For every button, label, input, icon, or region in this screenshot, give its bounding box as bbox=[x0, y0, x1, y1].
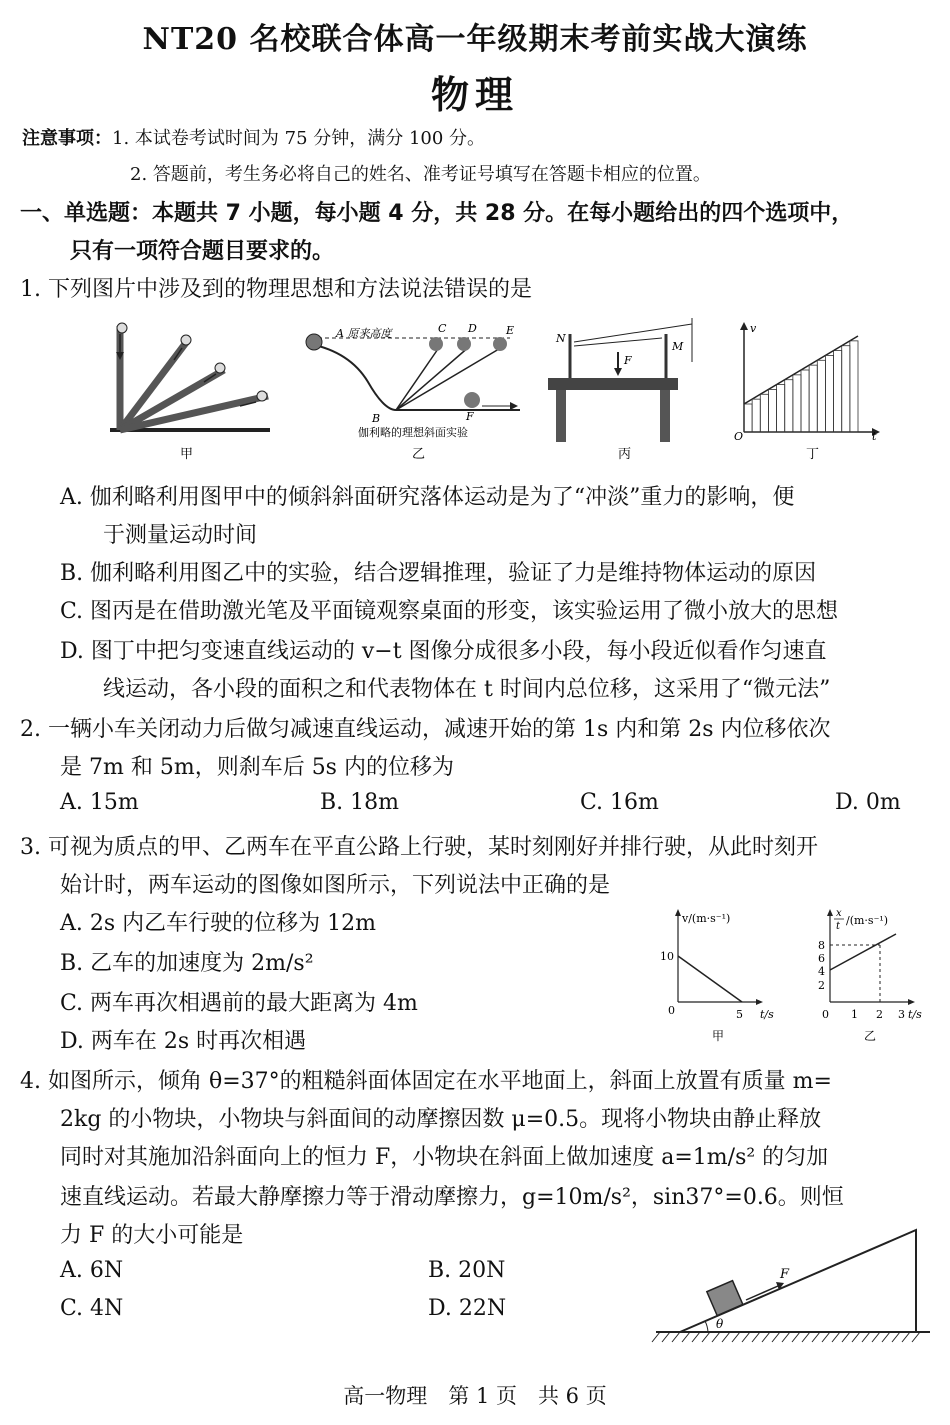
q4-stem-line-2: 2kg 的小物块，小物块与斜面间的动摩擦因数 μ=0.5。现将小物块由静止释放 bbox=[60, 1107, 822, 1132]
q4-option-c: C. 4N bbox=[60, 1296, 124, 1321]
q3-jia-xlabel: t/s bbox=[760, 1008, 774, 1021]
figure-bing-caption: 丙 bbox=[618, 447, 632, 462]
q2-stem-line-2: 是 7m 和 5m，则刹车后 5s 内的位移为 bbox=[60, 755, 454, 780]
micro-element-bar bbox=[768, 389, 776, 432]
micro-element-bar bbox=[809, 365, 817, 432]
micro-element-bar bbox=[801, 370, 809, 432]
q3-jia-ylabel: v/(m·s⁻¹) bbox=[682, 912, 731, 925]
q3-jia-caption: 甲 bbox=[712, 1029, 725, 1043]
figure-ding-caption: 丁 bbox=[806, 447, 820, 462]
q3-option-b: B. 乙车的加速度为 2m/s² bbox=[60, 951, 314, 976]
figure-jia-caption: 甲 bbox=[180, 447, 194, 462]
micro-element-bar bbox=[817, 360, 825, 432]
q1-stem: 1. 下列图片中涉及到的物理思想和方法说法错误的是 bbox=[20, 277, 532, 302]
q3-yi-ylabel-top: x bbox=[836, 908, 842, 919]
q4-force-label: F bbox=[780, 1267, 790, 1282]
ground-hatch bbox=[792, 1332, 800, 1342]
ground-hatch bbox=[762, 1332, 770, 1342]
ground-hatch bbox=[712, 1332, 720, 1342]
q1-figures bbox=[100, 312, 900, 472]
figure-yi-ideal-incline bbox=[306, 334, 520, 410]
micro-element-bar bbox=[850, 341, 858, 432]
ground-hatch bbox=[722, 1332, 730, 1342]
q1-option-c: C. 图丙是在借助激光笔及平面镜观察桌面的形变，该实验运用了微小放大的思想 bbox=[60, 599, 839, 624]
q3-stem-line-2: 始计时，两车运动的图像如图所示，下列说法中正确的是 bbox=[60, 873, 611, 898]
micro-element-bar bbox=[777, 385, 785, 432]
ground-hatch bbox=[912, 1332, 920, 1342]
ground-hatch bbox=[892, 1332, 900, 1342]
q4-stem-line-4: 速直线运动。若最大静摩擦力等于滑动摩擦力，g=10m/s²，sin37°=0.6。则恒 bbox=[60, 1185, 844, 1210]
ground-hatch bbox=[652, 1332, 660, 1342]
ground-hatch bbox=[682, 1332, 690, 1342]
figure-yi-label-D: D bbox=[468, 322, 477, 335]
figure-ding-label-O: O bbox=[734, 430, 744, 443]
ground-hatch bbox=[872, 1332, 880, 1342]
q1-option-a-line-2: 于测量运动时间 bbox=[103, 523, 258, 548]
small-block bbox=[707, 1281, 743, 1316]
ground-hatch bbox=[902, 1332, 910, 1342]
q4-option-b: B. 20N bbox=[428, 1258, 506, 1283]
q3-yi-xlabel: t/s bbox=[908, 1008, 922, 1021]
figure-yi-caption-text: 伽利略的理想斜面实验 bbox=[358, 426, 468, 439]
figure-yi-label-F: F bbox=[466, 410, 474, 423]
ground-hatch bbox=[842, 1332, 850, 1342]
ground-hatch bbox=[662, 1332, 670, 1342]
q3-yi-x1: 1 bbox=[851, 1008, 858, 1021]
micro-element-bar bbox=[825, 355, 833, 432]
q3-yi-y2: 2 bbox=[818, 979, 825, 992]
figure-bing-desk bbox=[548, 318, 692, 442]
notice-label: 注意事项： bbox=[22, 128, 112, 149]
figure-bing-label-N: N bbox=[556, 332, 566, 345]
ground-hatch bbox=[812, 1332, 820, 1342]
q2-option-a: A. 15m bbox=[60, 790, 139, 815]
ground-hatch bbox=[742, 1332, 750, 1342]
notice-item-1: 1. 本试卷考试时间为 75 分钟，满分 100 分。 bbox=[112, 128, 486, 149]
ground-hatch bbox=[772, 1332, 780, 1342]
q4-stem-line-5: 力 F 的大小可能是 bbox=[60, 1223, 244, 1248]
ground-hatch bbox=[672, 1332, 680, 1342]
q1-option-d-line-1: D. 图丁中把匀变速直线运动的 v−t 图像分成很多小段，每小段近似看作匀速直 bbox=[60, 639, 827, 664]
figure-yi-caption: 乙 bbox=[412, 447, 426, 462]
micro-element-bar bbox=[760, 394, 768, 432]
ground-hatch bbox=[752, 1332, 760, 1342]
q3-yi-y4: 4 bbox=[818, 965, 825, 978]
figure-ding-label-v: v bbox=[750, 322, 757, 335]
ground-hatch bbox=[862, 1332, 870, 1342]
micro-element-bar bbox=[752, 399, 760, 432]
q2-option-b: B. 18m bbox=[320, 790, 400, 815]
ground-hatch bbox=[822, 1332, 830, 1342]
q3-figures bbox=[650, 900, 940, 1050]
figure-jia-inclines bbox=[110, 323, 270, 430]
notice-item-2: 2. 答题前，考生务必将自己的姓名、准考证号填写在答题卡相应的位置。 bbox=[130, 164, 711, 185]
q1-option-b: B. 伽利略利用图乙中的实验，结合逻辑推理，验证了力是维持物体运动的原因 bbox=[60, 561, 817, 586]
q3-option-a: A. 2s 内乙车行驶的位移为 12m bbox=[60, 911, 377, 936]
q3-yi-x3: 3 bbox=[898, 1008, 905, 1021]
q3-yi-origin: 0 bbox=[822, 1008, 829, 1021]
q3-yi-ylabel-unit: /(m·s⁻¹) bbox=[846, 914, 889, 927]
q3-jia-origin: 0 bbox=[668, 1004, 675, 1017]
micro-element-bar bbox=[785, 380, 793, 432]
q4-option-a: A. 6N bbox=[60, 1258, 124, 1283]
q3-yi-ylabel-bot: t bbox=[836, 921, 841, 932]
micro-element-bar bbox=[744, 404, 752, 432]
ground-hatch bbox=[782, 1332, 790, 1342]
figure-bing-label-M: M bbox=[672, 340, 684, 353]
q4-stem-line-3: 同时对其施加沿斜面向上的恒力 F，小物块在斜面上做加速度 a=1m/s² 的匀加 bbox=[60, 1145, 829, 1170]
q3-option-d: D. 两车在 2s 时再次相遇 bbox=[60, 1029, 307, 1054]
q2-option-d: D. 0m bbox=[835, 790, 901, 815]
micro-element-bar bbox=[793, 375, 801, 432]
section-heading-line-2: 只有一项符合题目要求的。 bbox=[70, 239, 335, 264]
q3-yi-x2: 2 bbox=[876, 1008, 883, 1021]
ground-hatch bbox=[702, 1332, 710, 1342]
subject-title: 物理 bbox=[430, 72, 519, 117]
q3-yi-y8: 8 bbox=[818, 939, 825, 952]
q4-option-d: D. 22N bbox=[428, 1296, 507, 1321]
notice-line-1 bbox=[22, 124, 485, 150]
figure-ding-vt-graph bbox=[740, 322, 880, 436]
q2-option-c: C. 16m bbox=[580, 790, 659, 815]
micro-element-bar bbox=[842, 346, 850, 432]
micro-element-bar bbox=[834, 351, 842, 432]
q3-jia-x5: 5 bbox=[736, 1008, 743, 1021]
q2-stem-line-1: 2. 一辆小车关闭动力后做匀减速直线运动，减速开始的第 1s 内和第 2s 内位移依次 bbox=[20, 717, 831, 742]
q3-option-c: C. 两车再次相遇前的最大距离为 4m bbox=[60, 991, 418, 1016]
ground-hatch bbox=[852, 1332, 860, 1342]
ground-hatch bbox=[882, 1332, 890, 1342]
page-footer: 高一物理 第 1 页 共 6 页 bbox=[343, 1384, 607, 1408]
ground-hatch bbox=[802, 1332, 810, 1342]
section-heading-line-1: 一、单选题：本题共 7 小题，每小题 4 分，共 28 分。在每小题给出的四个选项中， bbox=[20, 201, 854, 226]
q3-yi-caption: 乙 bbox=[864, 1029, 877, 1043]
q4-incline-figure bbox=[650, 1224, 940, 1354]
figure-yi-label-C: C bbox=[438, 322, 447, 335]
q4-stem-line-1: 4. 如图所示，倾角 θ=37°的粗糙斜面体固定在水平地面上，斜面上放置有质量 m= bbox=[20, 1069, 832, 1094]
q3-yi-y6: 6 bbox=[818, 952, 825, 965]
ground-hatch bbox=[732, 1332, 740, 1342]
q1-option-a-line-1: A. 伽利略利用图甲中的倾斜斜面研究落体运动是为了“冲淡”重力的影响，便 bbox=[60, 485, 795, 510]
ground-hatch bbox=[832, 1332, 840, 1342]
q1-option-d-line-2: 线运动，各小段的面积之和代表物体在 t 时间内总位移，这采用了“微元法” bbox=[103, 677, 831, 702]
figure-yi-label-A: A 原来高度 bbox=[336, 327, 392, 340]
figure-yi-label-E: E bbox=[506, 324, 515, 337]
figure-ding-label-t: t bbox=[872, 430, 877, 443]
exam-title: NT20 名校联合体高一年级期末考前实战大演练 bbox=[142, 22, 808, 57]
figure-yi-label-B: B bbox=[372, 412, 381, 425]
ground-hatch bbox=[692, 1332, 700, 1342]
q4-angle-label: θ bbox=[716, 1317, 724, 1331]
q3-stem-line-1: 3. 可视为质点的甲、乙两车在平直公路上行驶，某时刻刚好并排行驶，从此时刻开 bbox=[20, 835, 818, 860]
figure-bing-label-F: F bbox=[624, 354, 632, 367]
q3-jia-y10: 10 bbox=[660, 950, 674, 963]
